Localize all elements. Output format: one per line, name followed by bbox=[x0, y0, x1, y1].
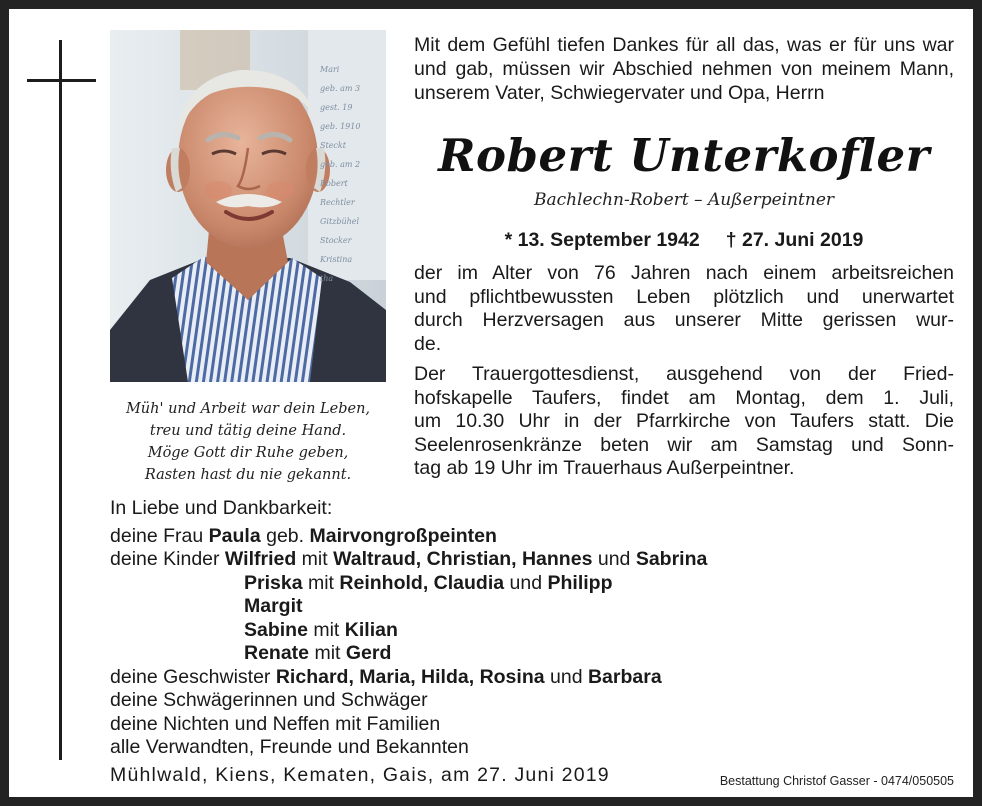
wife-row: deine Frau Paula geb. Mairvongroßpeinten bbox=[110, 524, 497, 547]
inlaws-row: deine Schwägerinnen und Schwäger bbox=[110, 689, 428, 711]
undertaker-info: Bestattung Christof Gasser - 0474/050505 bbox=[719, 774, 954, 788]
life-dates bbox=[414, 227, 954, 253]
cross-icon bbox=[59, 40, 62, 760]
children-row: deine Kinder Wilfried mit Waltraud, Christian, Hannes und Sabrina bbox=[110, 548, 708, 570]
death-notice-paragraph: der im Alter von 76 Jahren nach einem arbeitsreichen und pflichtbewussten Leben plötzlich und unerwartet durch Herzversagen aus unserer Mitte gerissen wur- de. bbox=[414, 262, 954, 355]
children-row: Priska mit Reinhold, Claudia und Philipp bbox=[244, 571, 613, 594]
death-date: † 27. Juni 2019 bbox=[725, 229, 864, 251]
relatives-row: alle Verwandten, Freunde und Bekannten bbox=[110, 736, 469, 758]
nieces-row: deine Nichten und Neffen mit Familien bbox=[110, 712, 441, 735]
verse-line: Müh' und Arbeit war dein Leben, bbox=[125, 401, 371, 417]
deceased-nickname: Bachlechn-Robert – Außerpeintner bbox=[533, 190, 835, 210]
birth-date: * 13. September 1942 bbox=[504, 229, 700, 251]
verse-line: Möge Gott dir Ruhe geben, bbox=[147, 445, 349, 461]
memorial-verse bbox=[100, 398, 396, 486]
place-and-date: Mühlwald, Kiens, Kematen, Gais, am 27. Juni 2019 bbox=[110, 764, 610, 786]
children-row: Margit bbox=[244, 595, 303, 617]
children-row: Renate mit Gerd bbox=[244, 642, 392, 664]
intro-text: Mit dem Gefühl tiefen Dankes für all das, was er für uns war und gab, müssen wir Abschied nehmen von meinem Mann, unserem Vater, Schwiegervater und Opa, Herrn bbox=[414, 34, 954, 104]
funeral-details-paragraph: Der Trauergottesdienst, ausgehend von der Fried- hofskapelle Taufers, findet am Montag, dem 1. Juli, um 10.30 Uhr in der Pfarrkirche von Taufers statt. Die Seelenrosenkränze beten wir am Samstag und Sonn- tag ab 19 Uhr im Trauerhaus Außerpeintner. bbox=[414, 363, 954, 479]
mourners-list bbox=[110, 497, 960, 760]
siblings-row: deine Geschwister Richard, Maria, Hilda, Rosina und Barbara bbox=[110, 665, 662, 688]
verse-line: treu und tätig deine Hand. bbox=[149, 423, 347, 439]
children-row: Sabine mit Kilian bbox=[244, 618, 398, 641]
portrait-photo bbox=[110, 30, 386, 382]
deceased-name: Robert Unterkofler bbox=[438, 129, 930, 182]
photo-background-lettering: Mari geb. am 3 gest. 19 geb. 1910 Steckt geb. am 2 Robert Rechtler Gitzbühel Stocker Kristina tha bbox=[320, 65, 361, 283]
verse-line: Rasten hast du nie gekannt. bbox=[144, 467, 352, 483]
mourners-heading: In Liebe und Dankbarkeit: bbox=[110, 497, 333, 519]
cross-icon-bar bbox=[27, 79, 96, 82]
